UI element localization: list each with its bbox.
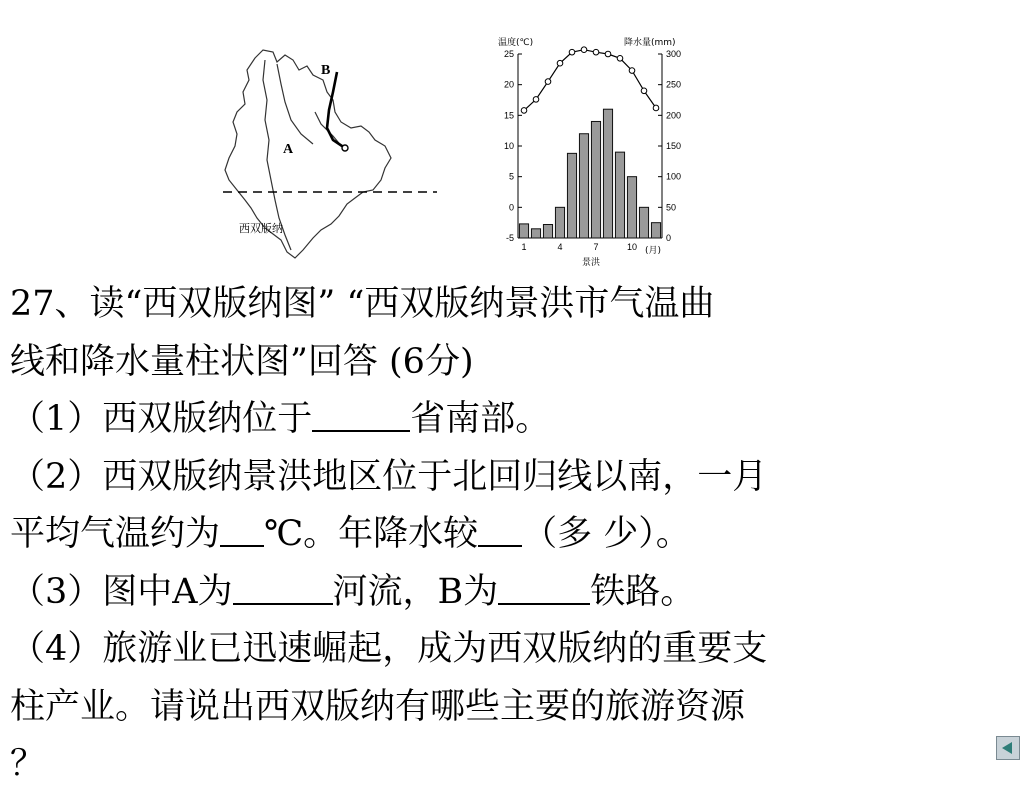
question-title: 27、读“西双版纳图” “西双版纳景洪市气温曲	[10, 284, 715, 324]
temperature-line	[524, 50, 656, 111]
question-2: （2）西双版纳景洪地区位于北回归线以南，一月	[10, 456, 768, 497]
railway-b	[327, 72, 345, 148]
answer-blank-railway[interactable]	[498, 571, 590, 605]
right-tick-label: 300	[666, 49, 682, 59]
question-4-end: ？	[10, 744, 46, 784]
station-label: 景洪	[582, 258, 601, 268]
question-title-cont: 线和降水量柱状图”回答 (6分)	[10, 341, 474, 382]
label-a: A	[283, 142, 294, 157]
temperature-point	[521, 108, 527, 114]
question-2-cont: 平均气温约为 ℃。年降水较 （多 少）。	[10, 514, 691, 554]
previous-slide-button[interactable]	[996, 736, 1020, 760]
question-4-cont: 柱产业。请说出西双版纳有哪些主要的旅游资源	[10, 686, 746, 727]
left-tick-label: 10	[503, 141, 514, 151]
question-1: （1）西双版纳位于 省南部。	[10, 399, 551, 439]
precip-bar	[615, 152, 624, 238]
temperature-point	[545, 79, 551, 85]
temperature-point	[533, 97, 539, 103]
question-3: （3）图中A为 河流，B为 铁路。	[10, 571, 696, 612]
answer-blank-temperature[interactable]	[220, 513, 264, 547]
precip-bar	[639, 207, 648, 238]
precip-bar	[519, 224, 528, 238]
right-tick-label: 50	[666, 202, 677, 213]
temperature-point	[629, 68, 635, 74]
x-tick-label: 10	[626, 242, 638, 252]
temperature-point	[641, 88, 647, 94]
x-tick-label: 1	[521, 242, 527, 252]
temperature-point	[617, 55, 623, 61]
city-marker	[342, 145, 348, 151]
river-branch	[277, 64, 313, 144]
right-tick-label: 0	[666, 233, 672, 243]
temperature-point	[581, 47, 587, 53]
temperature-point	[557, 60, 563, 66]
temperature-point	[569, 49, 575, 55]
temperature-point	[605, 51, 611, 57]
question-block	[10, 276, 1015, 794]
precip-bar	[591, 121, 600, 238]
precip-bar	[531, 229, 540, 238]
right-tick-label: 250	[666, 79, 682, 90]
left-tick-label: 5	[508, 171, 514, 182]
right-axis-title: 降水量(mm)	[624, 38, 676, 48]
x-unit: (月)	[645, 246, 662, 256]
x-tick-label: 7	[593, 242, 599, 252]
precip-bar	[627, 177, 636, 238]
precip-bar	[579, 134, 588, 238]
left-axis-title: 温度(℃)	[498, 38, 534, 48]
right-tick-label: 200	[666, 110, 682, 121]
region-label: 西双版纳	[239, 222, 283, 235]
precip-bar	[543, 225, 552, 238]
left-tick-label: 25	[503, 49, 514, 59]
left-tick-label: 0	[508, 202, 514, 213]
temperature-point	[593, 49, 599, 55]
triangle-left-icon	[997, 737, 1019, 759]
x-tick-label: 4	[557, 242, 563, 252]
question-4: （4）旅游业已迅速崛起，成为西双版纳的重要支	[10, 629, 768, 669]
left-tick-label: 20	[503, 79, 514, 90]
label-b: B	[321, 63, 331, 78]
precip-bar	[567, 153, 576, 238]
right-tick-label: 150	[666, 141, 682, 151]
left-tick-label: -5	[505, 233, 514, 243]
climate-chart	[490, 30, 700, 268]
precip-bar	[603, 109, 612, 238]
answer-blank-river[interactable]	[233, 571, 333, 605]
answer-blank-precipitation[interactable]	[478, 513, 522, 547]
temperature-point	[653, 105, 659, 111]
xishuangbanna-map	[215, 40, 445, 265]
precip-bar	[555, 207, 564, 238]
answer-blank-province[interactable]	[312, 398, 410, 432]
precip-bar	[651, 223, 660, 238]
left-tick-label: 15	[503, 110, 514, 121]
right-tick-label: 100	[666, 171, 682, 182]
